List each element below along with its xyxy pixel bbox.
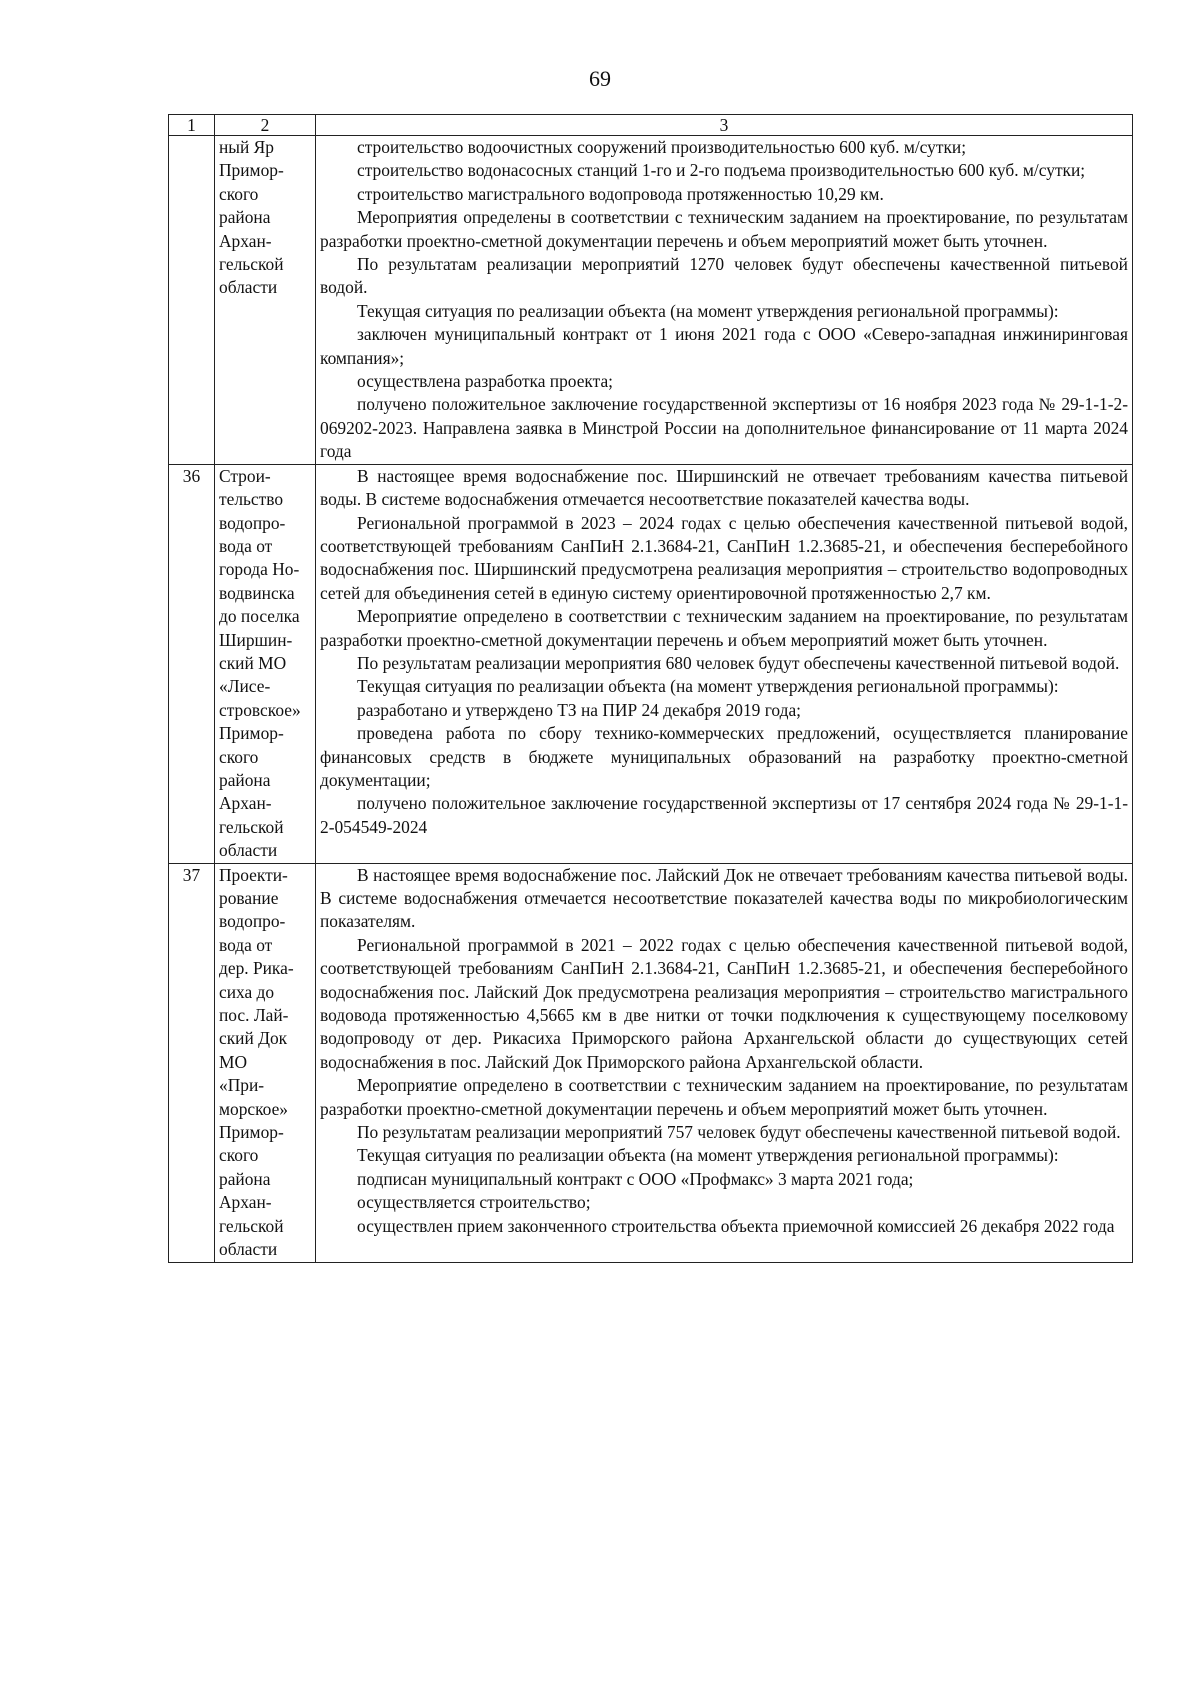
object-name-line: рование [219, 888, 279, 908]
object-name-line: Примор- [219, 160, 284, 181]
description-paragraph: Мероприятия определены в соответствии с техническим заданием на проектирование, по результатам разработки проектно-сметной документации перечень и объем мероприятий может быть уточнен. [320, 207, 1128, 251]
table-row [169, 136, 1133, 465]
column-header-3: 3 [316, 115, 1133, 136]
description-paragraph: По результатам реализации мероприятий 757 человек будут обеспечены качественной питьевой водой. [357, 1122, 1121, 1143]
object-name-line: района [219, 207, 271, 228]
description-paragraph: В настоящее время водоснабжение пос. Лайский Док не отвечает требованиям качества питьевой воды. В системе водоснабжения отмечается несоответствие показателей качества воды по микробиологическим показателям. [320, 864, 1128, 932]
description-paragraph: подписан муниципальный контракт с ООО «Профмакс» 3 марта 2021 года; [357, 1168, 914, 1189]
object-name-line: района [219, 769, 271, 790]
object-name-line: морское» [219, 1098, 289, 1119]
object-name-line: ского [219, 1145, 259, 1166]
object-name-line: города Но- [219, 559, 300, 580]
description-paragraph: получено положительное заключение государственной экспертизы от 17 сентября 2024 года № 29-1-1-2-054549-2024 [320, 793, 1128, 837]
description-paragraph: Мероприятие определено в соответствии с техническим заданием на проектирование, по результатам разработки проектно-сметной документации перечень и объем мероприятий может быть уточнен. [320, 606, 1128, 650]
table-body [169, 136, 1133, 1263]
object-name-line: водвинска [219, 582, 295, 603]
description-paragraph: По результатам реализации мероприятий 1270 человек будут обеспечены качественной питьевой водой. [320, 254, 1128, 298]
description-paragraph: строительство водонасосных станций 1-го и 2-го подъема производительностью 600 куб. м/сутки; [357, 160, 1086, 181]
object-name-line: ный Яр [219, 137, 274, 157]
object-name-line: водопро- [219, 512, 286, 533]
object-name-line: ского [219, 183, 259, 204]
object-name-line: Строи- [219, 465, 271, 486]
description-cell [316, 863, 1133, 1262]
object-name-line: района [219, 1168, 271, 1189]
row-number [169, 136, 215, 465]
object-name-line: водопро- [219, 911, 286, 932]
object-name-line: «При- [219, 1075, 265, 1096]
description-paragraph: По результатам реализации мероприятия 680 человек будут обеспечены качественной питьевой водой. [357, 652, 1120, 673]
object-name-line: ский Док [219, 1028, 288, 1049]
object-name-line: вода от [219, 934, 273, 955]
object-name-line: стровское» [219, 699, 301, 720]
description-paragraph: строительство магистрального водопровода протяженностью 10,29 км. [357, 183, 884, 204]
description-paragraph: осуществлена разработка проекта; [357, 371, 614, 392]
object-name-line: «Лисе- [219, 676, 271, 697]
object-name-line: Архан- [219, 793, 272, 814]
object-name-line: гельской [219, 816, 284, 837]
object-name-line: дер. Рика- [219, 958, 294, 979]
object-name-line: Ширшин- [219, 629, 293, 650]
object-name-cell [215, 863, 316, 1262]
description-paragraph: Текущая ситуация по реализации объекта (на момент утверждения региональной программы): [357, 676, 1059, 697]
object-name-line: области [219, 1239, 278, 1260]
description-paragraph: Текущая ситуация по реализации объекта (на момент утверждения региональной программы): [357, 1145, 1059, 1166]
object-name-line: сиха до [219, 981, 275, 1002]
object-name-line: пос. Лай- [219, 1005, 289, 1026]
description-paragraph: строительство водоочистных сооружений производительностью 600 куб. м/сутки; [357, 137, 967, 157]
description-cell [316, 136, 1133, 465]
description-paragraph: осуществлен прием законченного строительства объекта приемочной комиссией 26 декабря 2022 года [357, 1215, 1115, 1236]
object-name-line: Проекти- [219, 864, 288, 885]
description-paragraph: получено положительное заключение государственной экспертизы от 16 ноября 2023 года № 29-1-1-2-069202-2023. Направлена заявка в Минстрой России на дополнительное финансирование от 11 марта 2024 года [320, 394, 1128, 462]
row-number: 36 [169, 464, 215, 863]
object-name-line: ского [219, 746, 259, 767]
object-name-line: ский МО [219, 652, 287, 673]
description-paragraph: заключен муниципальный контракт от 1 июня 2021 года с ООО «Северо-западная инжиниринговая компания»; [320, 324, 1128, 368]
description-paragraph: проведена работа по сбору технико-коммерческих предложений, осуществляется планирование финансовых средств в бюджете муниципальных образований на разработку проектно-сметной документации; [320, 723, 1128, 790]
table-row [169, 464, 1133, 863]
description-paragraph: Региональной программой в 2023 – 2024 годах с целью обеспечения качественной питьевой водой, соответствующей требованиям СанПиН 2.1.3684-21, СанПиН 1.2.3685-21, и обеспечения бесперебойного водоснабжения пос. Ширшинский предусмотрена реализация мероприятия – строительство водопроводных сетей для объединения сетей в единую систему ориентировочной протяженностью 2,7 км. [320, 512, 1128, 603]
object-name-cell [215, 136, 316, 465]
object-name-line: гельской [219, 1215, 284, 1236]
program-table [168, 114, 1133, 1263]
description-paragraph: осуществляется строительство; [357, 1192, 591, 1213]
column-header-1: 1 [169, 115, 215, 136]
object-name-line: Примор- [219, 1122, 284, 1143]
row-number: 37 [169, 863, 215, 1262]
object-name-line: вода от [219, 535, 273, 556]
header-row [169, 115, 1133, 136]
description-paragraph: В настоящее время водоснабжение пос. Ширшинский не отвечает требованиям качества питьевой воды. В системе водоснабжения отмечается несоответствие показателей качества воды. [320, 465, 1128, 510]
description-paragraph: разработано и утверждено ТЗ на ПИР 24 декабря 2019 года; [357, 699, 802, 720]
object-name-line: до поселка [219, 606, 300, 627]
column-header-2: 2 [215, 115, 316, 136]
table-row [169, 863, 1133, 1262]
description-paragraph: Региональной программой в 2021 – 2022 годах с целью обеспечения качественной питьевой водой, соответствующей требованиям СанПиН 2.1.3684-21, СанПиН 1.2.3685-21, и обеспечения бесперебойного водоснабжения пос. Лайский Док предусмотрена реализация мероприятия – строительство магистрального водовода протяженностью 4,5665 км в две нитки от точки подключения к существующему поселковому водопроводу от дер. Рикасиха Приморского района Архангельской области до существующих сетей водоснабжения в пос. Лайский Док Приморского района Архангельской области. [320, 934, 1128, 1072]
object-name-line: Архан- [219, 230, 272, 251]
object-name-line: области [219, 277, 278, 298]
object-name-cell [215, 464, 316, 863]
object-name-line: области [219, 840, 278, 861]
object-name-line: МО [219, 1051, 248, 1072]
object-name-line: тельство [219, 489, 284, 510]
object-name-line: гельской [219, 254, 284, 275]
object-name-line: Примор- [219, 723, 284, 744]
description-cell [316, 464, 1133, 863]
object-name-line: Архан- [219, 1192, 272, 1213]
description-paragraph: Мероприятие определено в соответствии с техническим заданием на проектирование, по результатам разработки проектно-сметной документации перечень и объем мероприятий может быть уточнен. [320, 1075, 1128, 1119]
description-paragraph: Текущая ситуация по реализации объекта (на момент утверждения региональной программы): [357, 300, 1059, 321]
page-number: 69 [589, 66, 611, 91]
